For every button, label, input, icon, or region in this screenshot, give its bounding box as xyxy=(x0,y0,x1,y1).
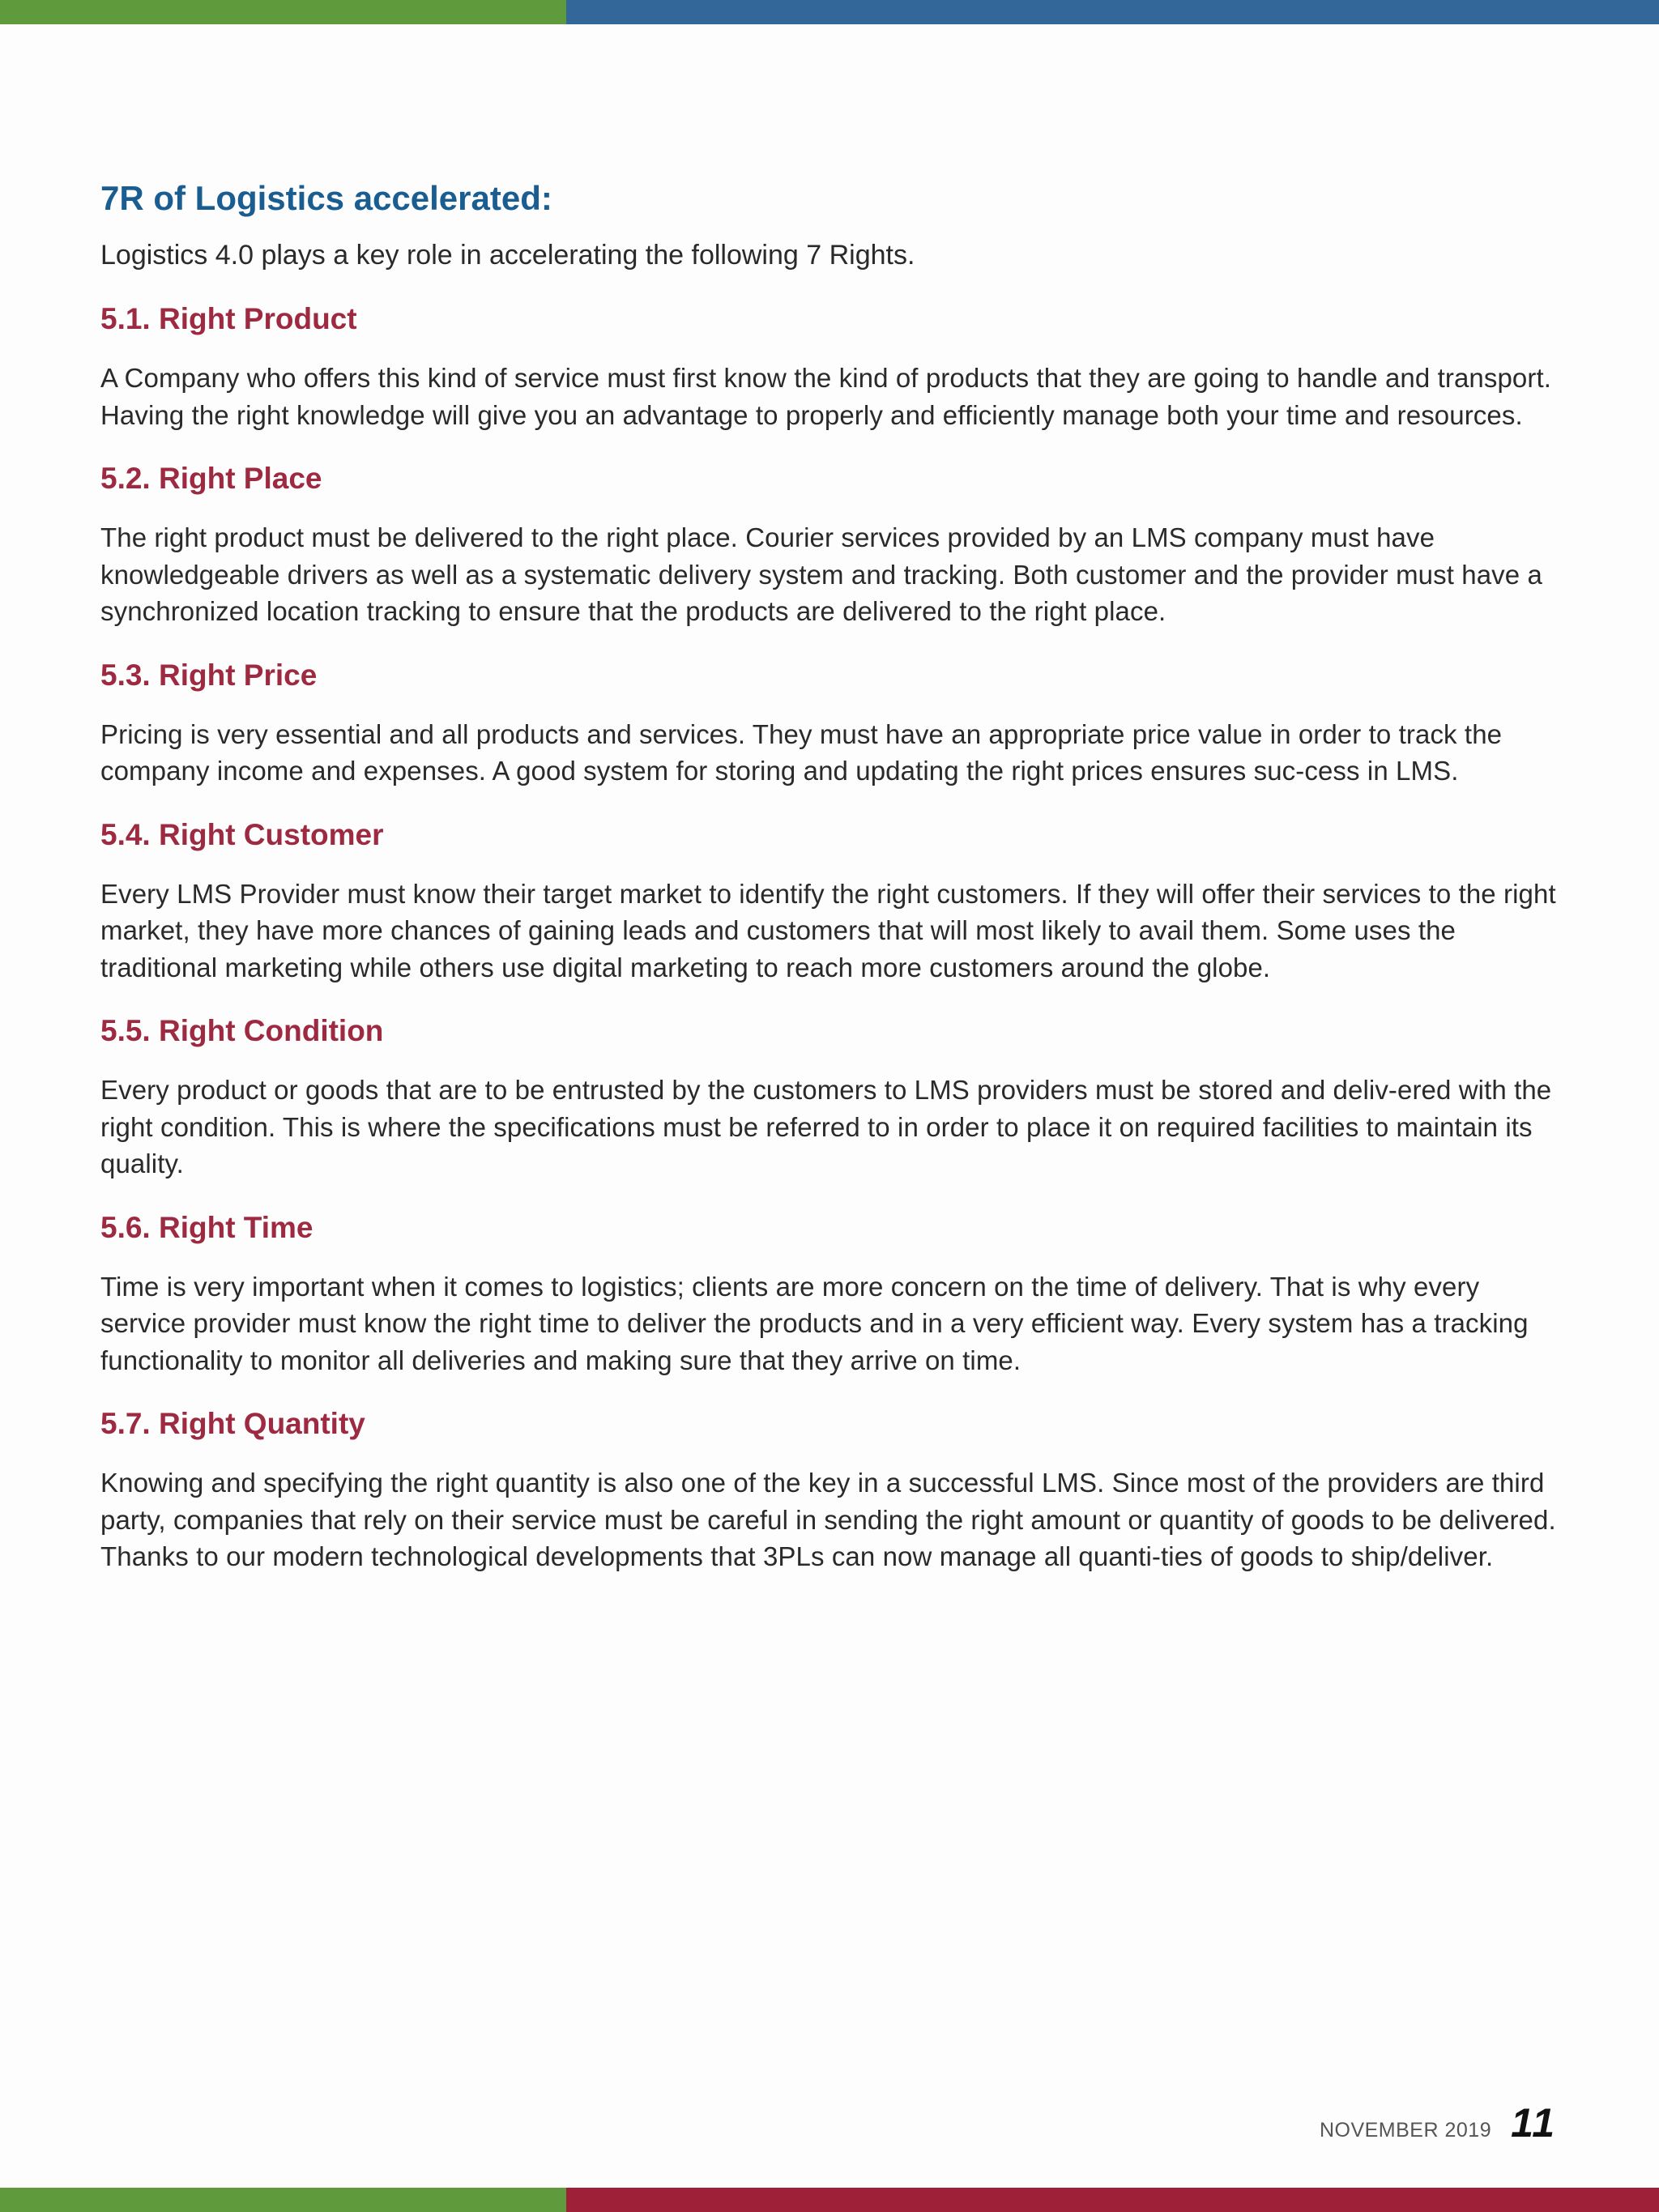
section-right-condition xyxy=(100,1010,1559,1183)
footer-date: NOVEMBER 2019 xyxy=(1319,2119,1492,2142)
section-heading: 5.4. Right Customer xyxy=(100,817,384,851)
section-body: The right product must be delivered to the right place. Courier services provided by an LMS company must have knowledgeable drivers as well as a systematic delivery system and tracking. Both customer and the provider must have a synchronized location tracking to ensure that the products are delivered to the right place. xyxy=(100,522,1542,626)
bottom-bar-crimson-segment xyxy=(566,2188,1659,2212)
section-right-price xyxy=(100,654,1559,790)
page-content xyxy=(100,172,1559,1600)
page-title: 7R of Logistics accelerated: xyxy=(100,179,552,217)
section-body: Knowing and specifying the right quantity is also one of the key in a successful LMS. Since most of the providers are third party, companies that rely on their service must be careful in sending the right amount or quantity of goods to be delivered. Thanks to our modern technological developments that 3PLs can now manage all quanti-ties of goods to ship/deliver. xyxy=(100,1468,1556,1571)
section-body: Every LMS Provider must know their target market to identify the right customers. If they will offer their services to the right market, they have more chances of gaining leads and customers that will most likely to avail them. Some uses the traditional marketing while others use digital marketing to reach more customers around the globe. xyxy=(100,878,1556,982)
intro-paragraph: Logistics 4.0 plays a key role in accelerating the following 7 Rights. xyxy=(100,240,915,271)
section-body: Time is very important when it comes to logistics; clients are more concern on the time of delivery. That is why every service provider must know the right time to deliver the products and in a very efficient way. Every system has a tracking functionality to monitor all deliveries and making sure that they arrive on time. xyxy=(100,1271,1529,1375)
section-heading: 5.3. Right Price xyxy=(100,658,318,692)
section-right-quantity xyxy=(100,1403,1559,1575)
section-heading: 5.5. Right Condition xyxy=(100,1014,384,1047)
section-body: Every product or goods that are to be entrusted by the customers to LMS providers must be stored and deliv-ered with the right condition. This is where the specifications must be referred to in order to place it on required facilities to maintain its quality. xyxy=(100,1075,1552,1178)
bottom-color-bar xyxy=(0,2188,1659,2212)
top-color-bar xyxy=(0,0,1659,24)
page-number: 11 xyxy=(1511,2100,1556,2146)
section-heading: 5.1. Right Product xyxy=(100,302,357,335)
section-right-product xyxy=(100,298,1559,433)
section-right-customer xyxy=(100,814,1559,987)
section-right-place xyxy=(100,458,1559,630)
bottom-bar-green-segment xyxy=(0,2188,566,2212)
section-body: Pricing is very essential and all products and services. They must have an appropriate price value in order to track the company income and expenses. A good system for storing and updating the right prices ensures suc-cess in LMS. xyxy=(100,718,1503,786)
top-bar-blue-segment xyxy=(566,0,1659,24)
section-right-time xyxy=(100,1207,1559,1379)
section-heading: 5.6. Right Time xyxy=(100,1210,313,1244)
top-bar-green-segment xyxy=(0,0,566,24)
section-heading: 5.2. Right Place xyxy=(100,462,322,495)
section-heading: 5.7. Right Quantity xyxy=(100,1407,365,1440)
page-footer xyxy=(1320,2099,1556,2146)
section-body: A Company who offers this kind of service must first know the kind of products that they are going to handle and transport. Having the right knowledge will give you an advantage to properly and efficiently manage both your time and resources. xyxy=(100,363,1551,430)
